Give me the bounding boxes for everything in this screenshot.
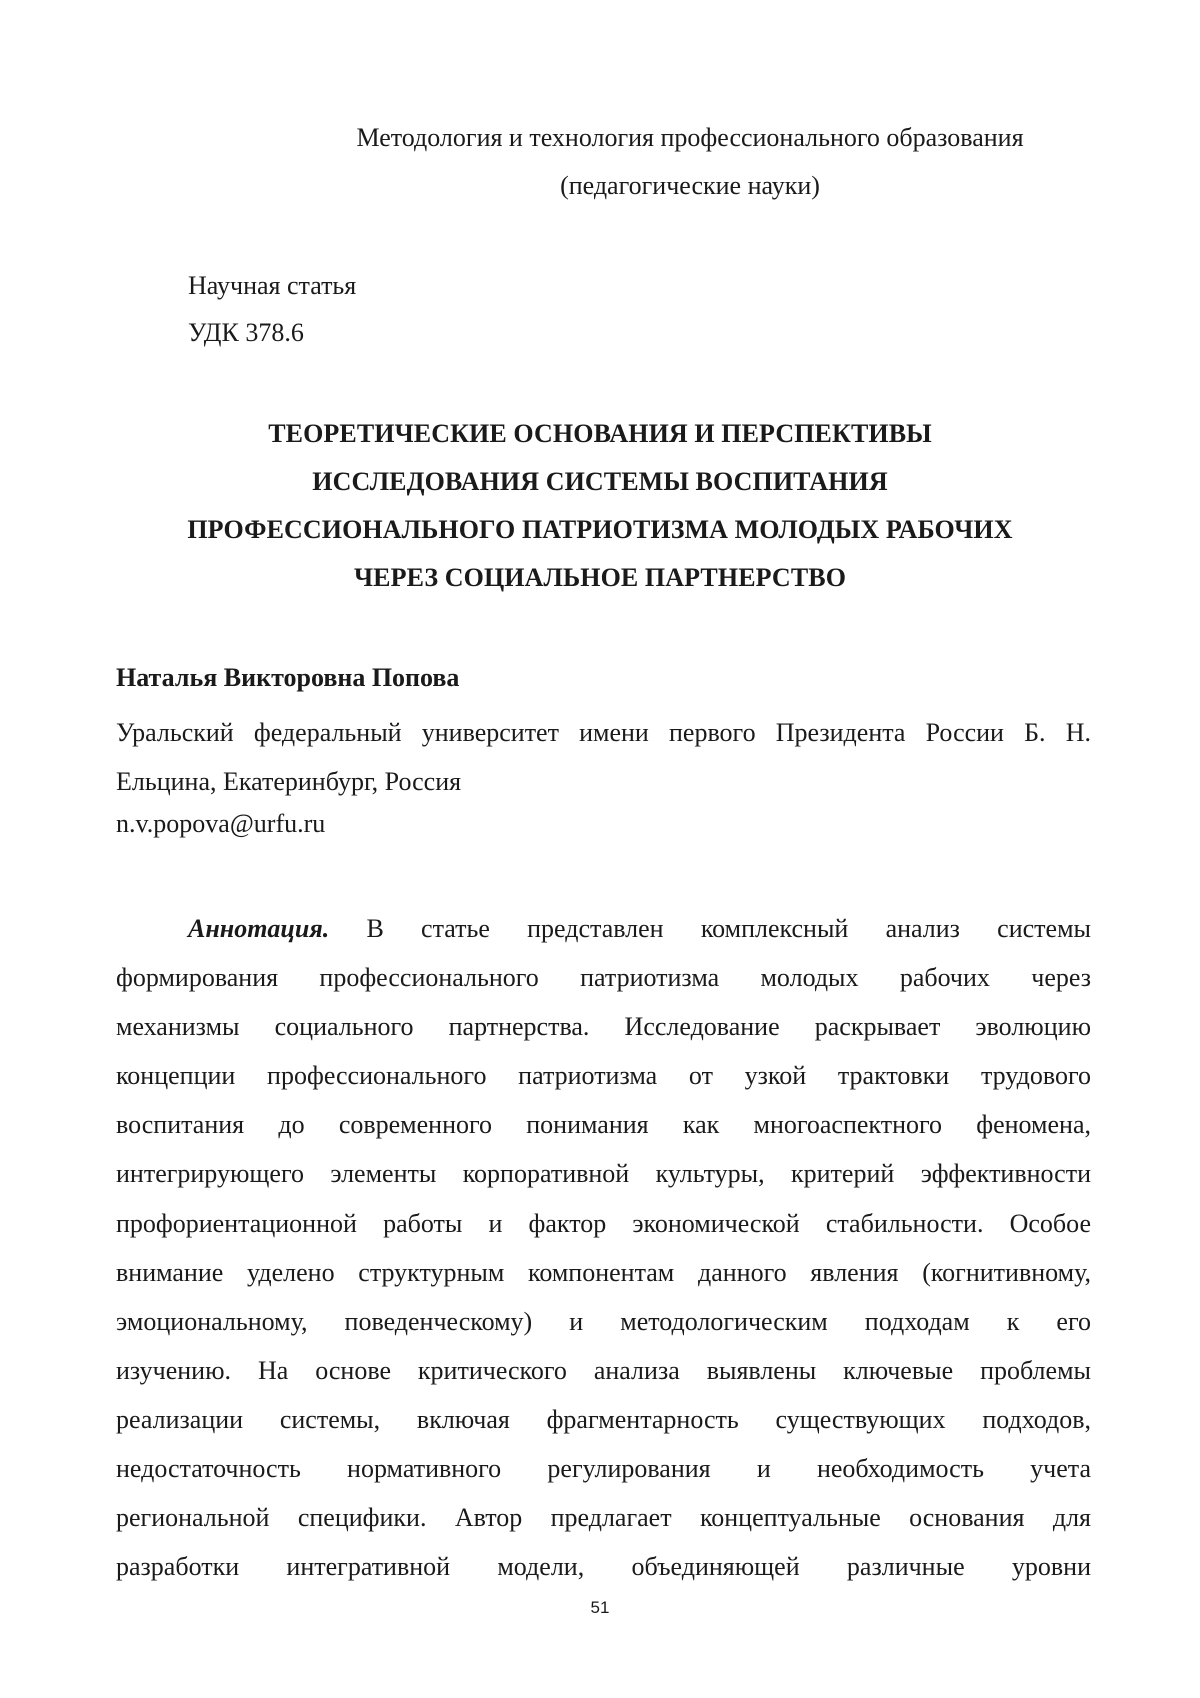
title-line: ЧЕРЕЗ СОЦИАЛЬНОЕ ПАРТНЕРСТВО — [353, 563, 847, 592]
abstract-line: профориентационной работы и фактор экономической стабильности. Особое — [116, 1208, 1091, 1238]
abstract-line: региональной специфики. Автор предлагает концептуальные основания для — [116, 1503, 1091, 1533]
abstract-line: реализации системы, включая фрагментарность существующих подходов, — [116, 1404, 1091, 1434]
title-line: ПРОФЕССИОНАЛЬНОГО ПАТРИОТИЗМА МОЛОДЫХ РАБОЧИХ — [187, 515, 1013, 544]
abstract-line: механизмы социального партнерства. Исследование раскрывает эволюцию — [116, 1012, 1091, 1042]
abstract-line: недостаточность нормативного регулирования и необходимость учета — [116, 1454, 1091, 1484]
author-email: n.v.popova@urfu.ru — [116, 809, 326, 838]
abstract-line: интегрирующего элементы корпоративной культуры, критерий эффективности — [116, 1159, 1091, 1189]
abstract-label: Аннотация. — [188, 914, 330, 943]
abstract-line: формирования профессионального патриотизма молодых рабочих через — [116, 963, 1091, 993]
abstract-line — [116, 904, 1091, 953]
author-affiliation — [116, 708, 1091, 806]
title-line: ИССЛЕДОВАНИЯ СИСТЕМЫ ВОСПИТАНИЯ — [312, 467, 888, 496]
journal-section-title: Методология и технология профессионального образования — [356, 123, 1024, 152]
abstract-line: изучению. На основе критического анализа выявлены ключевые проблемы — [116, 1355, 1091, 1385]
abstract-line: воспитания до современного понимания как многоаспектного феномена, — [116, 1110, 1091, 1140]
affiliation-line: Ельцина, Екатеринбург, Россия — [116, 767, 462, 796]
abstract — [116, 904, 1091, 1591]
abstract-line: внимание уделено структурным компонентам данного явления (когнитивному, — [116, 1257, 1091, 1287]
page-number: 51 — [590, 1598, 610, 1617]
udk-code: УДК 378.6 — [188, 318, 304, 347]
abstract-line: эмоциональному, поведенческому) и методологическим подходам к его — [116, 1306, 1091, 1336]
article-title — [100, 410, 1100, 602]
article-type: Научная статья — [188, 271, 357, 300]
title-line: ТЕОРЕТИЧЕСКИЕ ОСНОВАНИЯ И ПЕРСПЕКТИВЫ — [268, 419, 932, 448]
affiliation-line: Уральский федеральный университет имени первого Президента России Б. Н. — [116, 718, 1091, 747]
author-name: Наталья Викторовна Попова — [116, 663, 460, 692]
abstract-line: разработки интегративной модели, объединяющей различные уровни — [116, 1552, 1091, 1582]
journal-section-subtitle: (педагогические науки) — [560, 171, 820, 200]
abstract-first-line-text: В статье представлен комплексный анализ системы — [366, 914, 1091, 943]
abstract-line: концепции профессионального патриотизма от узкой трактовки трудового — [116, 1061, 1091, 1091]
